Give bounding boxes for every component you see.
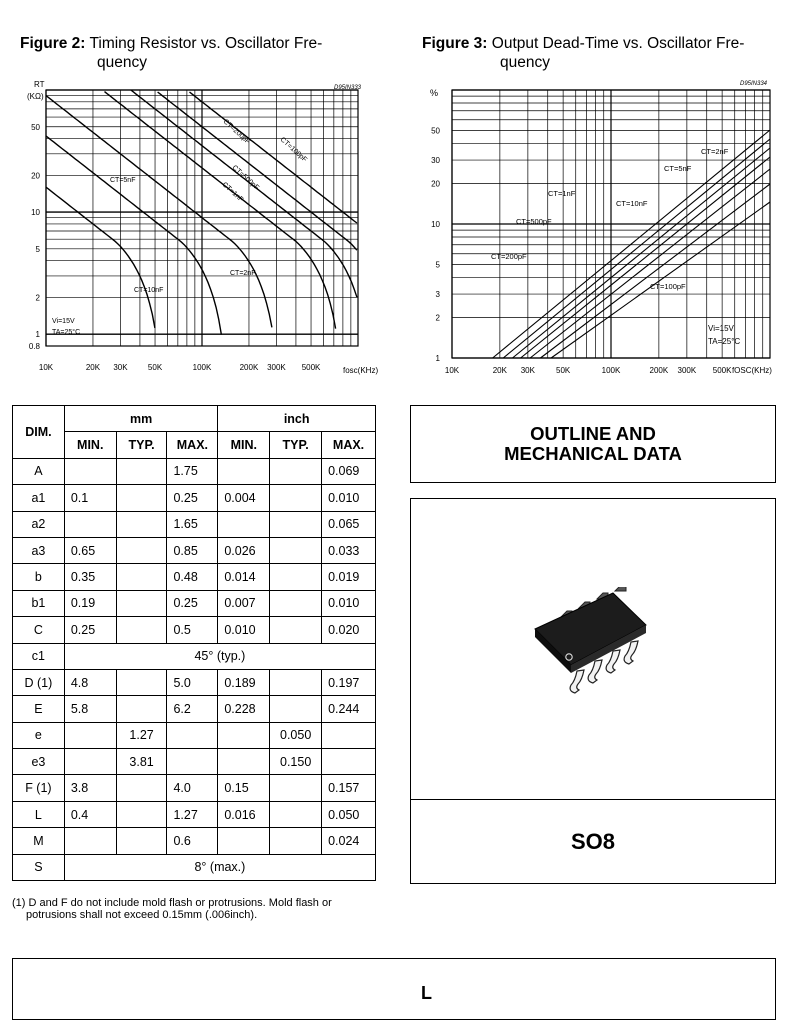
figure2-y-tick: 5 — [35, 244, 40, 254]
dim-value — [116, 669, 167, 695]
figure3-condition-t: TA=25°C — [708, 337, 741, 346]
figure3-condition-v: Vi=15V — [708, 324, 734, 333]
table-row — [13, 590, 376, 616]
dim-value: 4.8 — [64, 669, 116, 695]
dim-name: C — [13, 617, 65, 643]
so8-package-image — [521, 587, 671, 707]
table-row — [13, 643, 376, 669]
dim-value — [270, 564, 322, 590]
dim-value — [116, 696, 167, 722]
package-divider — [411, 799, 775, 800]
header-mm-max: MAX. — [167, 432, 218, 458]
dim-value: 0.15 — [218, 775, 270, 801]
dim-value — [218, 458, 270, 484]
dim-value — [270, 669, 322, 695]
figure2-x-tick: 30K — [113, 363, 128, 372]
figure3-y-tick: 1 — [435, 354, 440, 363]
footnote-line1: (1) D and F do not include mold flash or protrusions. Mold flash or — [12, 897, 332, 909]
dim-value: 0.065 — [322, 511, 376, 537]
figure2-x-tick: 500K — [301, 363, 321, 372]
header-mm-min: MIN. — [64, 432, 116, 458]
table-row — [13, 669, 376, 695]
figure2-curve — [158, 92, 357, 250]
dim-value: 0.25 — [167, 485, 218, 511]
dim-value: 8° (max.) — [64, 854, 375, 880]
dim-name: e3 — [13, 749, 65, 775]
dim-name: c1 — [13, 643, 65, 669]
table-footnote — [12, 897, 332, 921]
dim-value: 0.25 — [64, 617, 116, 643]
dim-value — [64, 749, 116, 775]
figure2-curve-label: CT=1nF — [220, 181, 245, 204]
table-row — [13, 854, 376, 880]
header-mm: mm — [64, 406, 218, 432]
dim-value: 3.8 — [64, 775, 116, 801]
dim-value: 0.85 — [167, 537, 218, 563]
figure3-x-tick: 500K — [712, 366, 732, 375]
figure2-chart — [18, 78, 388, 380]
dim-value — [270, 828, 322, 854]
figure2-curve-label: CT=100pF — [278, 136, 309, 164]
dim-value: 0.197 — [322, 669, 376, 695]
figure2-title-line2: quency — [97, 54, 147, 71]
dim-value: 5.8 — [64, 696, 116, 722]
figure3-label: Figure 3: — [422, 35, 488, 52]
dim-value: 6.2 — [167, 696, 218, 722]
figure2-condition-t: TA=25°C — [52, 329, 81, 336]
figure2-y-unit2: (KΩ) — [27, 92, 44, 101]
dim-value — [116, 485, 167, 511]
dim-value: 1.75 — [167, 458, 218, 484]
figure2-title-line1: Timing Resistor vs. Oscillator Fre- — [89, 35, 323, 52]
dim-value: 1.27 — [167, 801, 218, 827]
figure2-y-tick: 50 — [31, 122, 40, 132]
dim-value: 0.6 — [167, 828, 218, 854]
figure3-x-tick: 20K — [492, 366, 507, 375]
dim-value — [218, 749, 270, 775]
dim-value: 0.010 — [322, 590, 376, 616]
figure3-x-tick: 200K — [649, 366, 669, 375]
header-inch-typ: TYP. — [270, 432, 322, 458]
table-row — [13, 696, 376, 722]
dim-value — [116, 801, 167, 827]
figure3-x-tick: 100K — [601, 366, 621, 375]
dimensions-table — [12, 405, 376, 881]
dim-value — [322, 722, 376, 748]
dim-value: 0.014 — [218, 564, 270, 590]
figure2-label: Figure 2: — [20, 35, 86, 52]
dim-name: E — [13, 696, 65, 722]
figure2-x-unit: fosc(KHz) — [343, 366, 379, 375]
figure2-x-tick: 20K — [85, 363, 101, 372]
figure3-curve — [540, 184, 770, 358]
dim-value: 0.25 — [167, 590, 218, 616]
dim-value — [116, 537, 167, 563]
dim-value — [270, 617, 322, 643]
table-row — [13, 722, 376, 748]
figure3-y-tick: 20 — [431, 179, 440, 189]
dim-value: 0.050 — [322, 801, 376, 827]
dim-value — [218, 828, 270, 854]
dim-value: 1.27 — [116, 722, 167, 748]
dim-value — [116, 511, 167, 537]
figure2-curve-label: CT=2nF — [230, 270, 256, 277]
dim-value — [270, 775, 322, 801]
table-row — [13, 537, 376, 563]
bottom-drawing-box — [12, 958, 776, 1020]
figure2-title — [20, 34, 322, 72]
dim-value: 0.5 — [167, 617, 218, 643]
figure3-curve-label: CT=500pF — [516, 217, 552, 226]
dim-value: 0.010 — [322, 485, 376, 511]
dim-value: 0.024 — [322, 828, 376, 854]
dim-name: e — [13, 722, 65, 748]
dim-value: 0.4 — [64, 801, 116, 827]
figure2-x-tick: 200K — [239, 363, 259, 372]
dim-value: 5.0 — [167, 669, 218, 695]
dim-value: 0.050 — [270, 722, 322, 748]
table-row — [13, 485, 376, 511]
outline-title-box — [410, 405, 776, 483]
dim-name: M — [13, 828, 65, 854]
figure3-x-tick: 10K — [444, 366, 460, 375]
package-name: SO8 — [570, 829, 616, 854]
dim-value: 0.007 — [218, 590, 270, 616]
figure3-x-tick: 50K — [556, 366, 571, 375]
figure2-y-tick: 10 — [31, 208, 40, 218]
dim-value: 0.48 — [167, 564, 218, 590]
dim-value — [270, 537, 322, 563]
header-inch: inch — [218, 406, 376, 432]
figure3-curve-label: CT=100pF — [650, 282, 686, 291]
figure3-x-tick: 30K — [520, 366, 535, 375]
figure3-curve-label: CT=5nF — [664, 164, 692, 173]
figure3-y-tick: 10 — [431, 220, 440, 229]
dim-value: 0.033 — [322, 537, 376, 563]
dim-name: a3 — [13, 537, 65, 563]
outline-title-line2: MECHANICAL DATA — [504, 443, 682, 464]
dim-name: F (1) — [13, 775, 65, 801]
figure2-x-tick: 300K — [267, 363, 286, 372]
dim-value — [116, 617, 167, 643]
table-row — [13, 775, 376, 801]
dim-value — [270, 511, 322, 537]
dim-value — [270, 590, 322, 616]
dim-name: b — [13, 564, 65, 590]
figure3-y-unit: % — [430, 88, 439, 98]
dim-value — [270, 485, 322, 511]
figure3-y-tick: 5 — [435, 260, 440, 270]
dim-name: D (1) — [13, 669, 65, 695]
table-row — [13, 511, 376, 537]
dim-value: 0.019 — [322, 564, 376, 590]
footnote-line2: potrusions shall not exceed 0.15mm (.006inch). — [26, 909, 258, 921]
figure2-x-tick: 100K — [192, 363, 212, 372]
dim-value — [116, 828, 167, 854]
figure3-curve — [551, 202, 770, 358]
table-row — [13, 828, 376, 854]
dim-value: 0.020 — [322, 617, 376, 643]
figure3-y-tick: 50 — [431, 126, 440, 136]
figure2-y-tick: 2 — [35, 293, 40, 303]
figure3-curve-label: CT=200pF — [491, 252, 527, 261]
figure2-curve — [190, 92, 357, 223]
figure2-code: D95IN333 — [334, 85, 362, 91]
bottom-label-l: L — [421, 983, 432, 1003]
figure3-title-line1: Output Dead-Time vs. Oscillator Fre- — [491, 35, 745, 52]
dim-value — [116, 458, 167, 484]
dim-value — [270, 696, 322, 722]
figure2-y-unit: RT — [34, 80, 45, 89]
table-row — [13, 749, 376, 775]
dim-value: 0.069 — [322, 458, 376, 484]
header-inch-min: MIN. — [218, 432, 270, 458]
dim-value — [116, 590, 167, 616]
dim-value — [167, 749, 218, 775]
dim-value: 0.1 — [64, 485, 116, 511]
figure3-curve-label: CT=1nF — [548, 189, 576, 198]
dim-name: a1 — [13, 485, 65, 511]
figure2-curve — [131, 90, 357, 297]
figure2-curve-label: CT=10nF — [134, 287, 164, 294]
package-box — [410, 498, 776, 884]
figure3-code: D95IN334 — [740, 81, 768, 87]
table-row — [13, 458, 376, 484]
dim-value: 0.228 — [218, 696, 270, 722]
header-dim: DIM. — [13, 406, 65, 459]
dim-name: S — [13, 854, 65, 880]
dim-value: 0.016 — [218, 801, 270, 827]
dim-value: 0.244 — [322, 696, 376, 722]
dim-value — [64, 828, 116, 854]
dim-value: 1.65 — [167, 511, 218, 537]
figure2-x-tick: 50K — [147, 363, 163, 372]
figure3-curve-label: CT=2nF — [701, 147, 729, 156]
figure2-y-tick: 0.8 — [28, 342, 40, 351]
dim-value — [116, 775, 167, 801]
dim-value: 0.150 — [270, 749, 322, 775]
dim-value — [64, 511, 116, 537]
dim-value — [322, 749, 376, 775]
dim-value — [64, 458, 116, 484]
dim-value: 0.19 — [64, 590, 116, 616]
figure3-x-tick: 300K — [677, 366, 697, 375]
dim-value: 4.0 — [167, 775, 218, 801]
dim-value: 0.189 — [218, 669, 270, 695]
figure3-chart — [418, 78, 786, 380]
dim-value: 0.157 — [322, 775, 376, 801]
figure3-curve-label: CT=10nF — [616, 199, 648, 208]
figure2-condition-v: Vi=15V — [52, 318, 75, 325]
dim-value — [270, 458, 322, 484]
dim-value — [218, 511, 270, 537]
dim-name: A — [13, 458, 65, 484]
dim-value: 0.35 — [64, 564, 116, 590]
dim-name: a2 — [13, 511, 65, 537]
figure2-curve-label: CT=500pF — [230, 164, 261, 192]
figure3-y-tick: 30 — [431, 156, 440, 166]
figure3-title — [422, 34, 744, 72]
dim-value: 0.004 — [218, 485, 270, 511]
dim-value: 0.026 — [218, 537, 270, 563]
figure2-curve-label: CT=200pF — [221, 118, 252, 146]
figure2-curve-label: CT=5nF — [110, 177, 136, 184]
figure2-y-tick: 20 — [31, 171, 40, 181]
figure2-x-tick: 10K — [38, 363, 54, 372]
dim-value: 45° (typ.) — [64, 643, 375, 669]
outline-title-line1: OUTLINE AND — [530, 423, 656, 444]
dim-value — [218, 722, 270, 748]
figure3-y-tick: 3 — [435, 290, 440, 300]
header-inch-max: MAX. — [322, 432, 376, 458]
dimensions-table-body — [13, 458, 376, 880]
dim-value: 0.65 — [64, 537, 116, 563]
table-row — [13, 617, 376, 643]
figure3-x-tick: fOSC(KHz) — [731, 366, 772, 375]
dim-name: L — [13, 801, 65, 827]
dim-value — [270, 801, 322, 827]
figure2-y-tick: 1 — [35, 330, 40, 340]
dim-value — [64, 722, 116, 748]
table-row — [13, 564, 376, 590]
dim-value — [116, 564, 167, 590]
figure3-title-line2: quency — [500, 54, 550, 71]
figure3-y-tick: 2 — [435, 313, 440, 323]
dim-value — [167, 722, 218, 748]
dim-value: 0.010 — [218, 617, 270, 643]
dim-name: b1 — [13, 590, 65, 616]
dim-value: 3.81 — [116, 749, 167, 775]
header-mm-typ: TYP. — [116, 432, 167, 458]
table-row — [13, 801, 376, 827]
